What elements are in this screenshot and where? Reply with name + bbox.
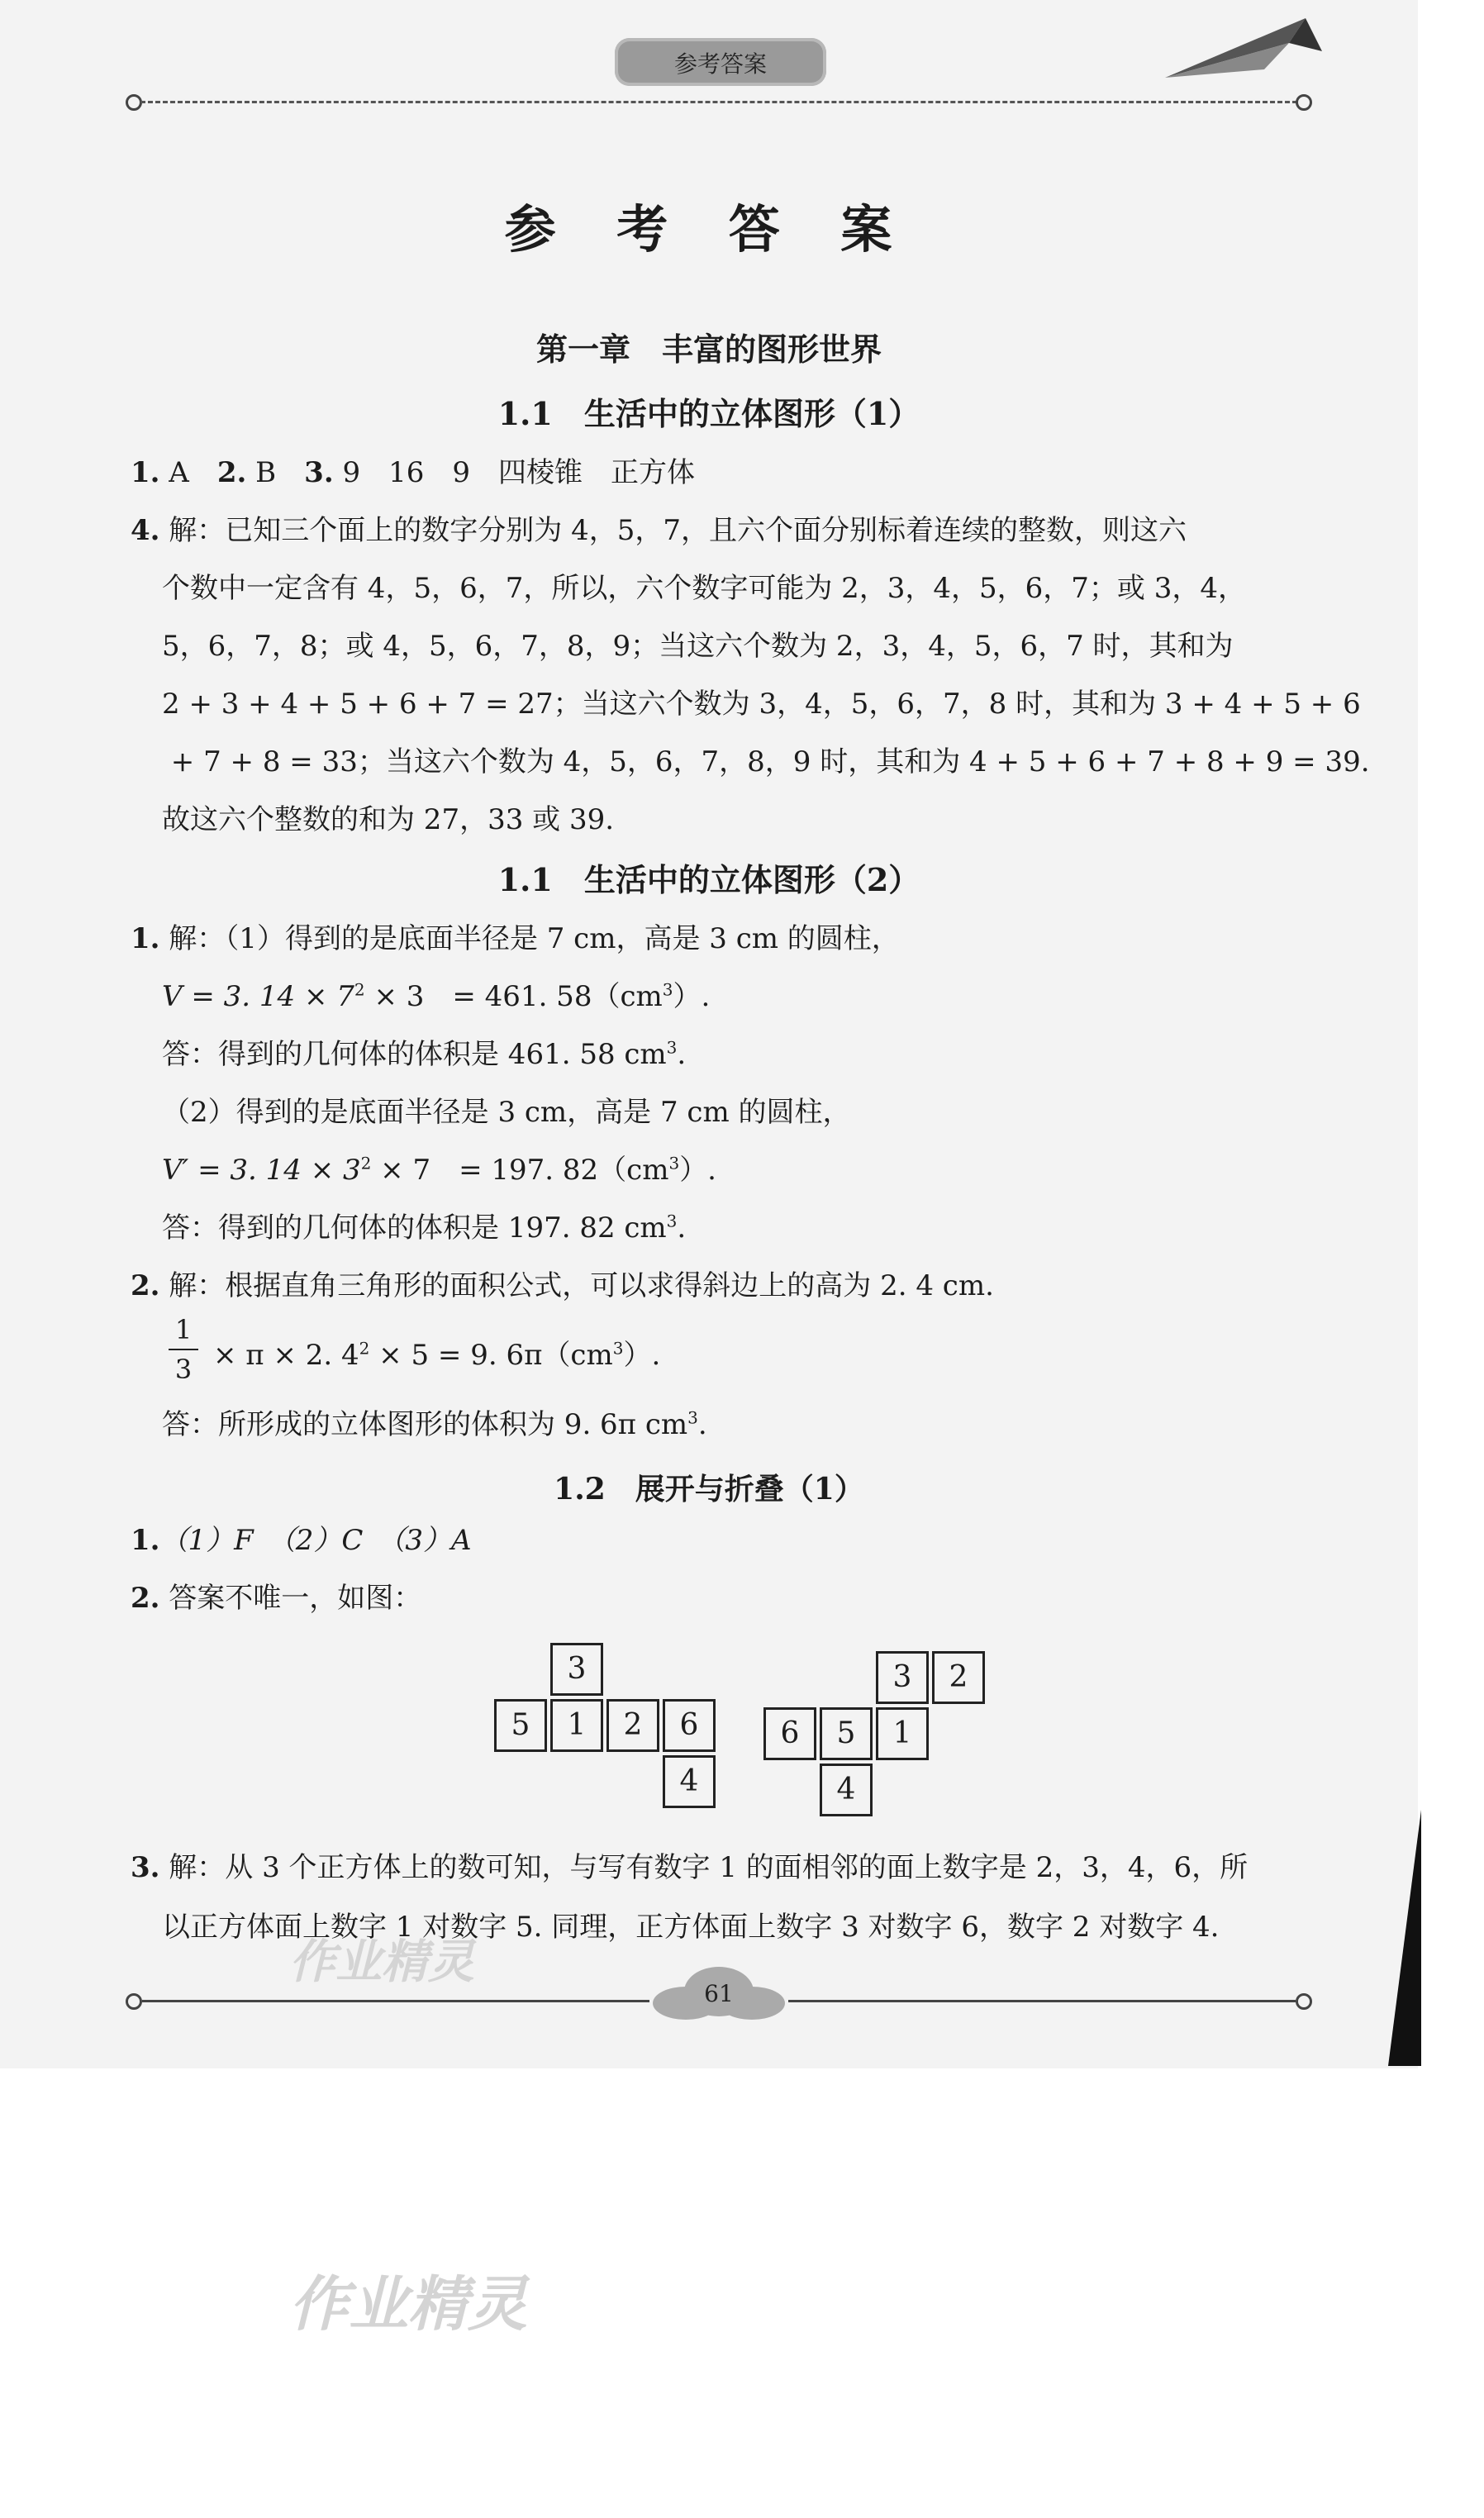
fraction-denominator: 3 <box>174 1354 193 1385</box>
answer-line: （2）得到的是底面半径是 3 cm，高是 7 cm 的圆柱， <box>162 1096 851 1129</box>
header-dashed-rule <box>140 101 1297 103</box>
paper-plane-icon <box>1165 18 1322 84</box>
answer-line: 1. 解：（1）得到的是底面半径是 7 cm，高是 3 cm 的圆柱， <box>131 922 900 955</box>
watermark: 作业精灵 <box>289 1935 474 1989</box>
net2-cell: 4 <box>820 1764 873 1816</box>
answer-line: 2. 答案不唯一，如图： <box>131 1582 422 1615</box>
answer-line: + 7 + 8 = 33；当这六个数为 4，5，6，7，8，9 时，其和为 4 + 5 + 6 + 7 + 8 + 9 = 39. <box>162 745 1370 778</box>
formula-line: × π × 2. $4^2 \times 5 = 9$. $6\pi(cm^3)$. <box>213 1338 661 1372</box>
answer-line: 2. 解：根据直角三角形的面积公式，可以求得斜边上的高为 2. 4 cm. <box>131 1269 994 1302</box>
formula-line: V′ = 3. $14 \times 3^2 \times 7$ = 197. $82(cm^3)$. <box>162 1153 716 1187</box>
net2-cell: 3 <box>876 1651 929 1704</box>
answer-line: 1.（1）F （2）C （3）A <box>131 1524 472 1557</box>
answer-line: 个数中一定含有 4，5，6，7，所以，六个数字可能为 2，3，4，5，6，7；或 3，4， <box>162 572 1247 605</box>
answer-line: 2 + 3 + 4 + 5 + 6 + 7 = 27；当这六个数为 3，4，5，6，7，8 时，其和为 3 + 4 + 5 + 6 <box>162 688 1361 721</box>
answer-line: 答：所形成的立体图形的体积为 9. 6π $cm^3$. <box>162 1407 707 1441</box>
net1-cell: 3 <box>550 1643 603 1696</box>
header-tab <box>615 38 826 86</box>
net2-cell: 5 <box>820 1707 873 1760</box>
footer-rule-right <box>788 2000 1296 2002</box>
page-number-badge <box>653 1967 785 2020</box>
page-number: 61 <box>704 1980 734 2007</box>
answer-line: 以正方体面上数字 1 对数字 5. 同理，正方体面上数字 3 对数字 6，数字 2 对数字 4. <box>162 1911 1220 1944</box>
net1-cell: 2 <box>606 1699 659 1752</box>
net1-cell: 5 <box>494 1699 547 1752</box>
section-heading-3: 1.2 展开与折叠（1） <box>554 1472 864 1507</box>
header-ring-right <box>1296 94 1312 111</box>
watermark: 作业精灵 <box>289 2269 528 2339</box>
answer-line: 答：得到的几何体的体积是 197. 82 $cm^3$. <box>162 1211 687 1245</box>
answer-line: 3. 解：从 3 个正方体上的数可知，与写有数字 1 的面相邻的面上数字是 2，3，4，6，所 <box>131 1851 1249 1884</box>
answer-line: 故这六个整数的和为 27，33 或 39. <box>162 803 615 836</box>
page-edge-shadow <box>1388 1810 1421 2066</box>
answer-line: 4. 解：已知三个面上的数字分别为 4，5，7，且六个面分别标着连续的整数，则这六 <box>131 514 1187 547</box>
net1-cell: 4 <box>663 1755 716 1808</box>
net2-cell: 1 <box>876 1707 929 1760</box>
header-tab-label: 参考答案 <box>673 50 767 78</box>
answer-line: 1. A 2. B 3. 9 16 9 四棱锥 正方体 <box>131 456 696 489</box>
section-heading-1: 1.1 生活中的立体图形（1） <box>497 395 920 432</box>
fraction-numerator: 1 <box>174 1314 193 1345</box>
fraction-bar <box>169 1349 198 1350</box>
formula-line: V = 3. $14 \times 7^2 \times 3$ = 461. $58(cm^3)$. <box>162 979 711 1013</box>
header-ring-left <box>126 94 142 111</box>
net1-cell: 6 <box>663 1699 716 1752</box>
fraction <box>169 1314 198 1385</box>
footer-rule-left <box>142 2000 649 2002</box>
footer-ring-left <box>126 1993 142 2010</box>
net2-cell: 6 <box>763 1707 816 1760</box>
answer-line: 5，6，7，8；或 4，5，6，7，8，9；当这六个数为 2，3，4，5，6，7 时，其和为 <box>162 630 1234 663</box>
section-heading-2: 1.1 生活中的立体图形（2） <box>497 861 920 898</box>
net1-cell: 1 <box>550 1699 603 1752</box>
page-title: 参 考 答 案 <box>504 199 914 259</box>
answer-line: 答：得到的几何体的体积是 461. 58 $cm^3$. <box>162 1037 687 1071</box>
footer-ring-right <box>1296 1993 1312 2010</box>
chapter-heading: 第一章 丰富的图形世界 <box>535 331 882 368</box>
net2-cell: 2 <box>932 1651 985 1704</box>
